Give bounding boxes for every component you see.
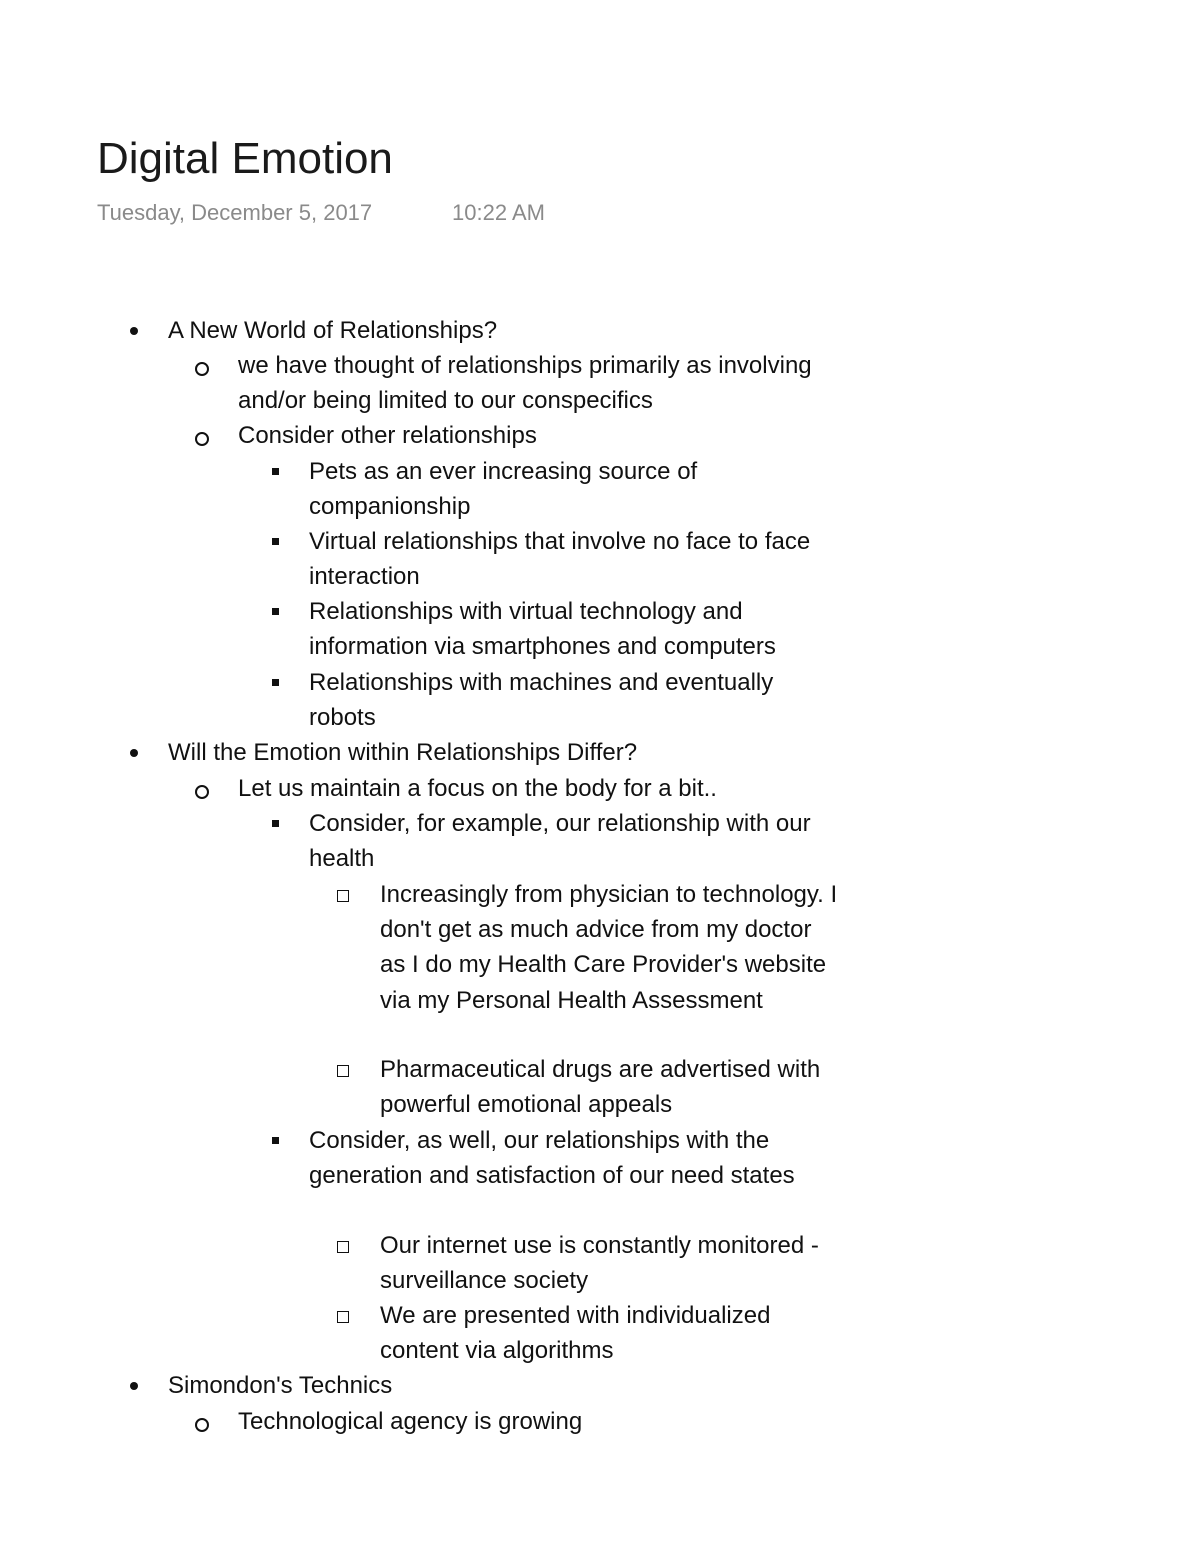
note-timestamp	[97, 199, 545, 227]
outline-item-l1: Will the Emotion within Relationships Differ?	[168, 735, 808, 770]
hollow-square-bullet-icon	[333, 1228, 353, 1263]
filled-circle-bullet-icon	[124, 1368, 144, 1403]
outline-item-l3: Consider, as well, our relationships with the generation and satisfaction of our need states	[309, 1123, 839, 1193]
square-bullet-icon	[265, 594, 285, 629]
filled-circle-bullet-icon	[124, 313, 144, 348]
hollow-circle-bullet-icon	[192, 348, 212, 383]
outline-item-l2: Let us maintain a focus on the body for a bit..	[238, 771, 818, 806]
hollow-circle-bullet-icon	[192, 1404, 212, 1439]
outline-item-l4: Our internet use is constantly monitored - surveillance society	[380, 1228, 840, 1298]
square-bullet-icon	[265, 524, 285, 559]
outline-item-l1: Simondon's Technics	[168, 1368, 808, 1403]
outline-item-l4: We are presented with individualized content via algorithms	[380, 1298, 840, 1368]
outline-item-l2: Consider other relationships	[238, 418, 818, 453]
outline-item-l4: Increasingly from physician to technology. I don't get as much advice from my doctor as I do my Health Care Provider's website via my Personal Health Assessment	[380, 877, 840, 1018]
outline-item-l3: Relationships with virtual technology and information via smartphones and computers	[309, 594, 839, 664]
hollow-circle-bullet-icon	[192, 418, 212, 453]
square-bullet-icon	[265, 1123, 285, 1158]
outline-item-l3: Virtual relationships that involve no face to face interaction	[309, 524, 839, 594]
outline-item-l3: Consider, for example, our relationship with our health	[309, 806, 839, 876]
note-time: 10:22 AM	[452, 200, 545, 225]
square-bullet-icon	[265, 454, 285, 489]
hollow-square-bullet-icon	[333, 1298, 353, 1333]
page-title: Digital Emotion	[97, 134, 393, 183]
hollow-square-bullet-icon	[333, 877, 353, 912]
outline-item-l1: A New World of Relationships?	[168, 313, 808, 348]
note-date: Tuesday, December 5, 2017	[97, 200, 373, 225]
outline-item-l4: Pharmaceutical drugs are advertised with powerful emotional appeals	[380, 1052, 840, 1122]
outline-item-l2: we have thought of relationships primarily as involving and/or being limited to our conspecifics	[238, 348, 818, 418]
outline-item-l2: Technological agency is growing	[238, 1404, 818, 1439]
hollow-circle-bullet-icon	[192, 771, 212, 806]
square-bullet-icon	[265, 665, 285, 700]
outline-item-l3: Pets as an ever increasing source of companionship	[309, 454, 749, 524]
hollow-square-bullet-icon	[333, 1052, 353, 1087]
filled-circle-bullet-icon	[124, 735, 144, 770]
square-bullet-icon	[265, 806, 285, 841]
outline-item-l3: Relationships with machines and eventually robots	[309, 665, 839, 735]
